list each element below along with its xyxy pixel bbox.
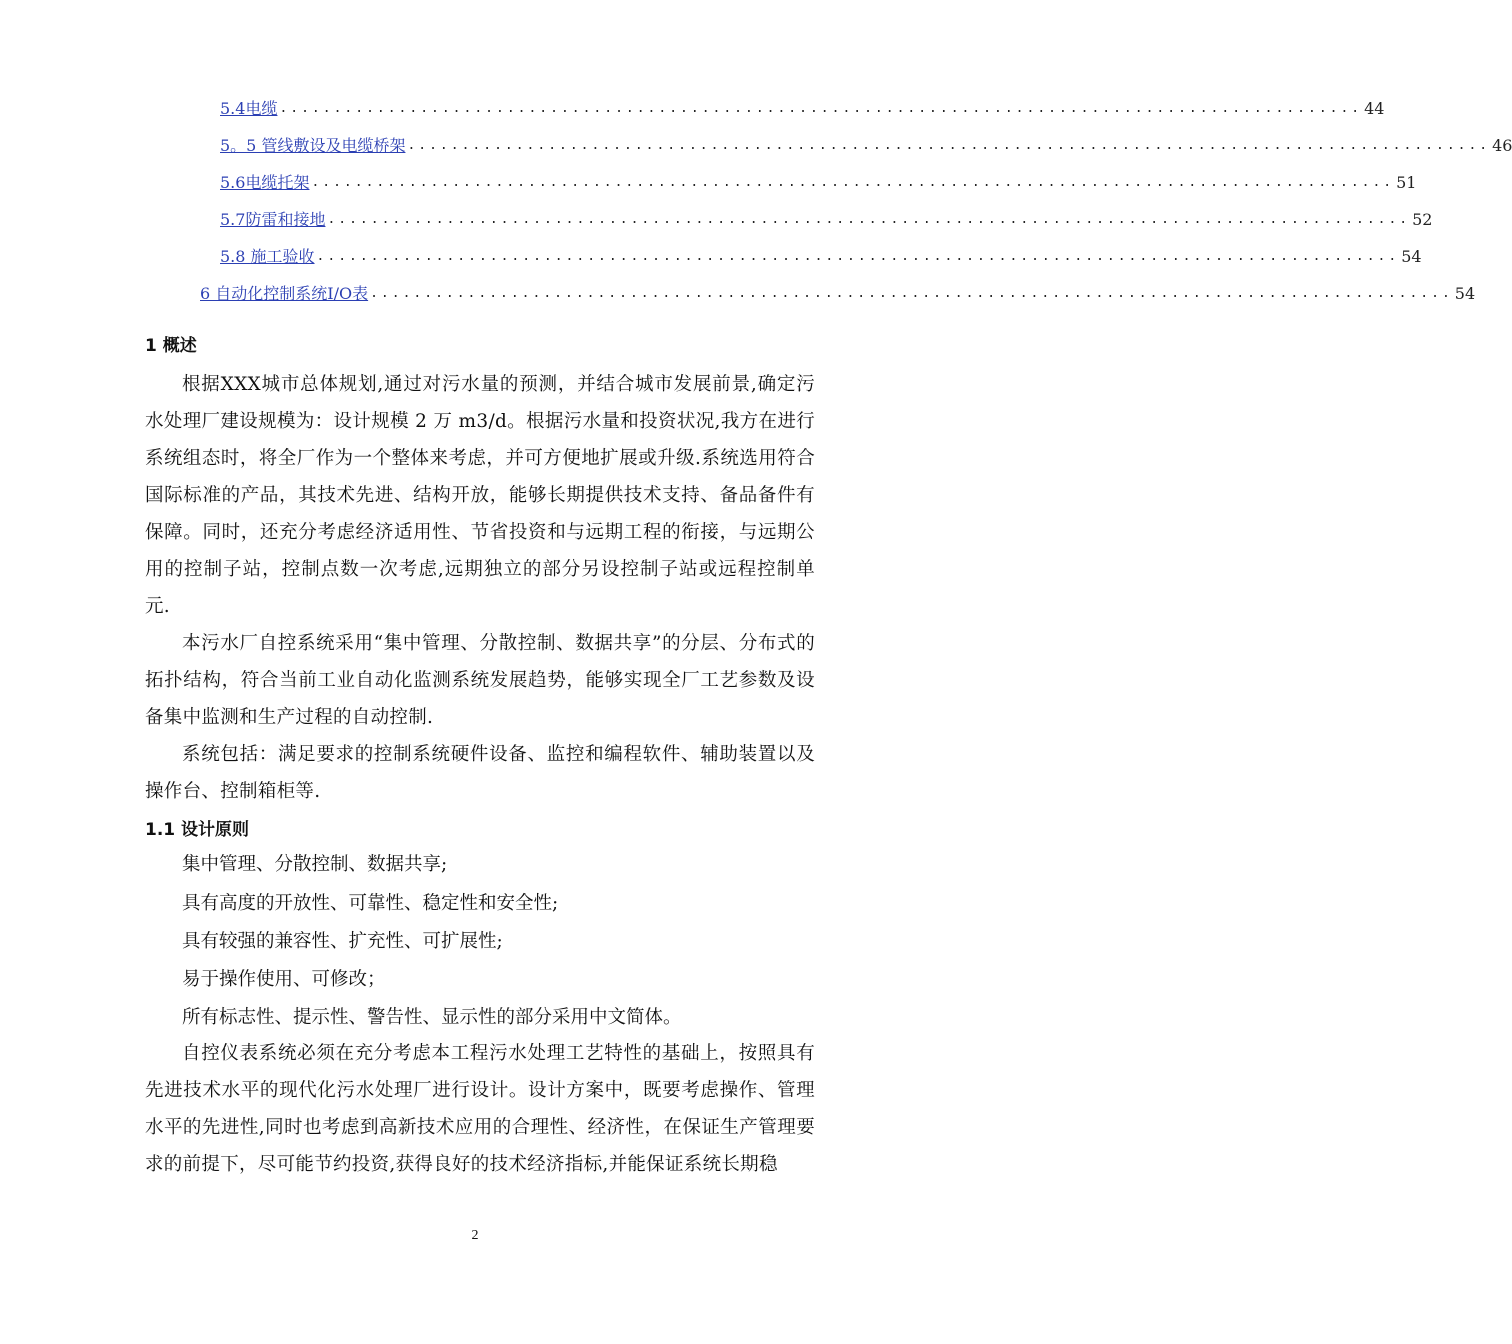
- toc-entry[interactable]: [220, 96, 1385, 122]
- toc-leader: ....................................................................................................: [311, 175, 1395, 190]
- body-paragraph: 根据XXX城市总体规划,通过对污水量的预测，并结合城市发展前景,确定污水处理厂建设规模为：设计规模 2 万 m3/d。根据污水量和投资状况,我方在进行系统组态时，将全厂作为一个整体来考虑，并可方便地扩展或升级.系统选用符合国际标准的产品，其技术先进、结构开放，能够长期提供技术支持、备品备件有保障。同时，还充分考虑经济适用性、节省投资和与远期工程的衔接，与远期公用的控制子站，控制点数一次考虑,远期独立的部分另设控制子站或远程控制单元.: [145, 374, 815, 617]
- body-paragraph: 本污水厂自控系统采用“集中管理、分散控制、数据共享”的分层、分布式的拓扑结构，符合当前工业自动化监测系统发展趋势，能够实现全厂工艺参数及设备集中监测和生产过程的自动控制.: [145, 633, 815, 728]
- toc-entry[interactable]: [220, 133, 1512, 159]
- principle-item: 集中管理、分散控制、数据共享;: [182, 854, 448, 875]
- page-number: 2: [471, 1228, 479, 1243]
- toc-entry[interactable]: [220, 244, 1422, 270]
- toc-leader: ....................................................................................................: [407, 138, 1491, 153]
- principle-item: 易于操作使用、可修改；: [182, 969, 386, 990]
- toc-link[interactable]: 5.8 施工验收: [220, 247, 315, 266]
- toc-page-number: 46: [1492, 136, 1512, 155]
- toc-entry[interactable]: [220, 207, 1433, 233]
- section-heading: 1 概述: [145, 336, 197, 356]
- toc-entry[interactable]: [220, 170, 1417, 196]
- toc-page-number: 51: [1396, 173, 1417, 192]
- principle-item: 具有较强的兼容性、扩充性、可扩展性;: [182, 931, 503, 952]
- toc-link[interactable]: 5。5 管线敷设及电缆桥架: [220, 136, 406, 155]
- toc-page-number: 52: [1412, 210, 1433, 229]
- toc-page-number: 44: [1364, 99, 1385, 118]
- toc-link[interactable]: 5.6电缆托架: [220, 173, 310, 192]
- subsection-heading: 1.1 设计原则: [145, 820, 250, 840]
- toc-entry[interactable]: [200, 281, 1476, 307]
- toc-leader: ....................................................................................................: [279, 101, 1363, 116]
- toc-page-number: 54: [1401, 247, 1422, 266]
- toc-link[interactable]: 5.4电缆: [220, 99, 278, 118]
- body-paragraph: 系统包括：满足要求的控制系统硬件设备、监控和编程软件、辅助装置以及操作台、控制箱柜等.: [145, 744, 815, 802]
- toc-link[interactable]: 6 自动化控制系统I/O表: [200, 284, 369, 303]
- principle-item: 具有高度的开放性、可靠性、稳定性和安全性;: [182, 893, 559, 914]
- toc-leader: ....................................................................................................: [327, 212, 1411, 227]
- toc-page-number: 54: [1454, 284, 1476, 303]
- toc-leader: ....................................................................................................: [316, 249, 1400, 264]
- toc-leader: ....................................................................................................: [370, 286, 1453, 301]
- toc-link[interactable]: 5.7防雷和接地: [220, 210, 326, 229]
- principle-item: 所有标志性、提示性、警告性、显示性的部分采用中文简体。: [182, 1007, 682, 1028]
- body-paragraph: 自控仪表系统必须在充分考虑本工程污水处理工艺特性的基础上，按照具有先进技术水平的现代化污水处理厂进行设计。设计方案中，既要考虑操作、管理水平的先进性,同时也考虑到高新技术应用的合理性、经济性，在保证生产管理要求的前提下，尽可能节约投资,获得良好的技术经济指标,并能保证系统长期稳: [145, 1043, 815, 1175]
